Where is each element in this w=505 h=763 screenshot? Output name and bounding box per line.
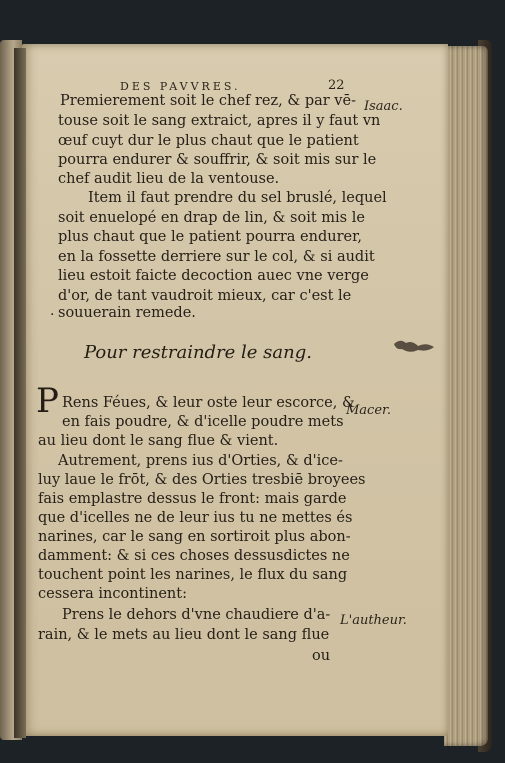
section-heading: Pour restraindre le sang. <box>84 342 312 363</box>
text-line: damment: & si ces choses dessusdictes ne <box>38 548 350 564</box>
text-line: d'or, de tant vaudroit mieux, car c'est le <box>58 288 352 304</box>
text-line: rain, & le mets au lieu dont le sang flue <box>38 627 330 643</box>
ink-blot-icon <box>392 338 436 354</box>
text-line: fais emplastre dessus le front: mais garde <box>38 491 347 507</box>
running-head: DES PAVVRES. <box>120 80 241 93</box>
catchword: ou <box>312 648 331 664</box>
text-line: en la fossette derriere sur le col, & si audit <box>58 249 375 265</box>
text-line: soit enuelopé en drap de lin, & soit mis le <box>58 210 365 226</box>
drop-cap: P <box>36 381 59 421</box>
text-line: pourra endurer & souffrir, & soit mis sur le <box>58 152 377 168</box>
ink-dot: . <box>50 303 55 319</box>
page-number: 22 <box>328 78 345 93</box>
text-line: que d'icelles ne de leur ius tu ne mettes és <box>38 510 353 526</box>
side-note-lautheur: L'autheur. <box>340 613 407 628</box>
side-note-macer: Macer. <box>346 403 391 418</box>
text-line: souuerain remede. <box>58 305 196 321</box>
text-line: Autrement, prens ius d'Orties, & d'ice- <box>58 453 343 469</box>
text-line: Prens le dehors d'vne chaudiere d'a- <box>62 607 331 623</box>
text-line: narines, car le sang en sortiroit plus abon- <box>38 529 351 545</box>
side-note-isaac: Isaac. <box>364 99 403 114</box>
book-gutter <box>14 48 26 738</box>
text-line: chef audit lieu de la ventouse. <box>58 171 280 187</box>
text-line: plus chaut que le patient pourra endurer, <box>58 229 363 245</box>
text-line: touchent point les narines, le flux du sang <box>38 567 348 583</box>
text-line: cessera incontinent: <box>38 586 187 602</box>
text-line: en fais poudre, & d'icelle poudre mets <box>62 414 344 430</box>
page-block-edges <box>444 46 488 746</box>
text-line: luy laue le frōt, & des Orties tresbiē broyees <box>38 472 366 488</box>
text-line: Item il faut prendre du sel bruslé, lequel <box>88 190 387 206</box>
text-line: Premierement soit le chef rez, & par vē- <box>60 93 356 109</box>
text-line: œuf cuyt dur le plus chaut que le patient <box>58 133 359 149</box>
text-line: Rens Féues, & leur oste leur escorce, & <box>62 395 355 411</box>
text-line: lieu estoit faicte decoction auec vne verge <box>58 268 369 284</box>
text-line: touse soit le sang extraict, apres il y faut vn <box>58 113 381 129</box>
text-line: au lieu dont le sang flue & vient. <box>38 433 279 449</box>
